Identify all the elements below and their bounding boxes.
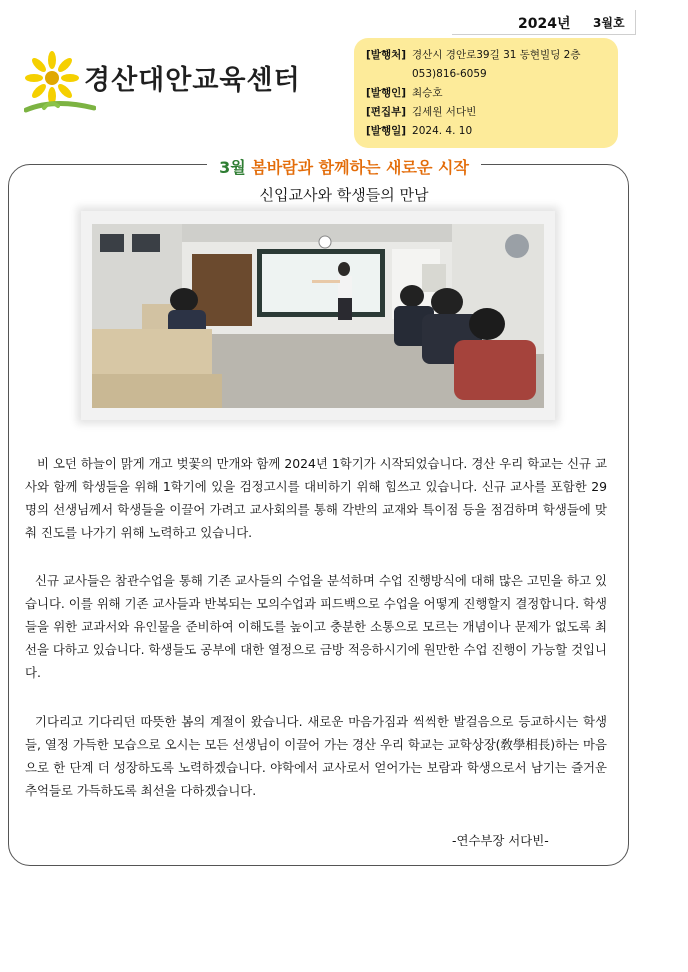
editor-names: 김세원 서다빈: [412, 106, 477, 118]
article-paragraph-1: 비 오던 하늘이 맑게 개고 벚꽃의 만개와 함께 2024년 1학기가 시작되었습니다. 경산 우리 학교는 신규 교사와 함께 학생들을 위해 1학기에 있을 검정고시를 대비하기 위해 힘쓰고 있습니다. 신규 교사를 포함한 29명의 선생님께서 학생들을 이끌어 가려고 교사회의를 통해 각반의 교재와 특이점 등을 점검하며 학생들에 맞춰 진도를 나가기 위해 노력하고 있습니다.: [25, 456, 607, 540]
publish-date: 2024. 4. 10: [412, 125, 473, 137]
phone-number: 053)816-6059: [412, 68, 487, 80]
headline-text: 봄바람과 함께하는 새로운 시작: [251, 158, 469, 177]
logo: [24, 50, 324, 120]
article-headline: [0, 155, 688, 178]
issue-month: 3월호: [593, 16, 625, 30]
issue-year: 2024년: [518, 16, 571, 32]
article-paragraph-3: 기다리고 기다리던 따뜻한 봄의 계절이 왔습니다. 새로운 마음가짐과 씩씩한 발걸음으로 등교하시는 학생들, 열정 가득한 모습으로 오시는 모든 선생님이 이끌어 가는 경산 우리 학교는 교학상장(敎學相長)하는 마음으로 한 단계 더 성장하도록 노력하겠습니다. 야학에서 교사로서 얻어가는 보람과 학생으로서 남기는 즐거운 추억들로 가득하도록 최선을 다하겠습니다.: [25, 714, 607, 798]
issue-info: [452, 10, 636, 35]
date-row: [366, 124, 472, 138]
publisher-row: [366, 48, 581, 62]
classroom-photo: [81, 211, 555, 420]
date-label: [발행일]: [366, 125, 407, 137]
editor-label: [편집부]: [366, 106, 407, 118]
article-subheading: 신입교사와 학생들의 만남: [259, 186, 429, 204]
issuer-label: [발행인]: [366, 87, 407, 99]
headline-month: 3월: [219, 158, 246, 177]
phone-row: [412, 67, 487, 81]
issuer-name: 최승호: [412, 87, 443, 99]
logo-title: 경산대안교육센터: [84, 65, 301, 96]
article-signature: -연수부장 서다빈-: [452, 833, 549, 848]
publisher-label: [발행처]: [366, 49, 407, 61]
classroom-photo-image: [92, 224, 544, 408]
publisher-info-box: [354, 38, 618, 148]
issuer-row: [366, 86, 442, 100]
editor-row: [366, 105, 476, 119]
article-paragraph-2: 신규 교사들은 참관수업을 통해 기존 교사들의 수업을 분석하며 수업 진행방식에 대해 많은 고민을 하고 있습니다. 이를 위해 기존 교사들과 반복되는 모의수업과 피드백으로 수업을 어떻게 진행할지 결정합니다. 학생들을 위한 교과서와 유인물을 준비하여 이해도를 높이고 충분한 소통으로 모르는 개념이나 문제가 없도록 최선을 다하고 있습니다. 학생들도 공부에 대한 열정으로 금방 적응하시기에 원만한 수업 진행이 가능할 것입니다.: [25, 573, 607, 680]
publisher-address: 경산시 경안로39길 31 동현빌딩 2층: [412, 49, 581, 61]
